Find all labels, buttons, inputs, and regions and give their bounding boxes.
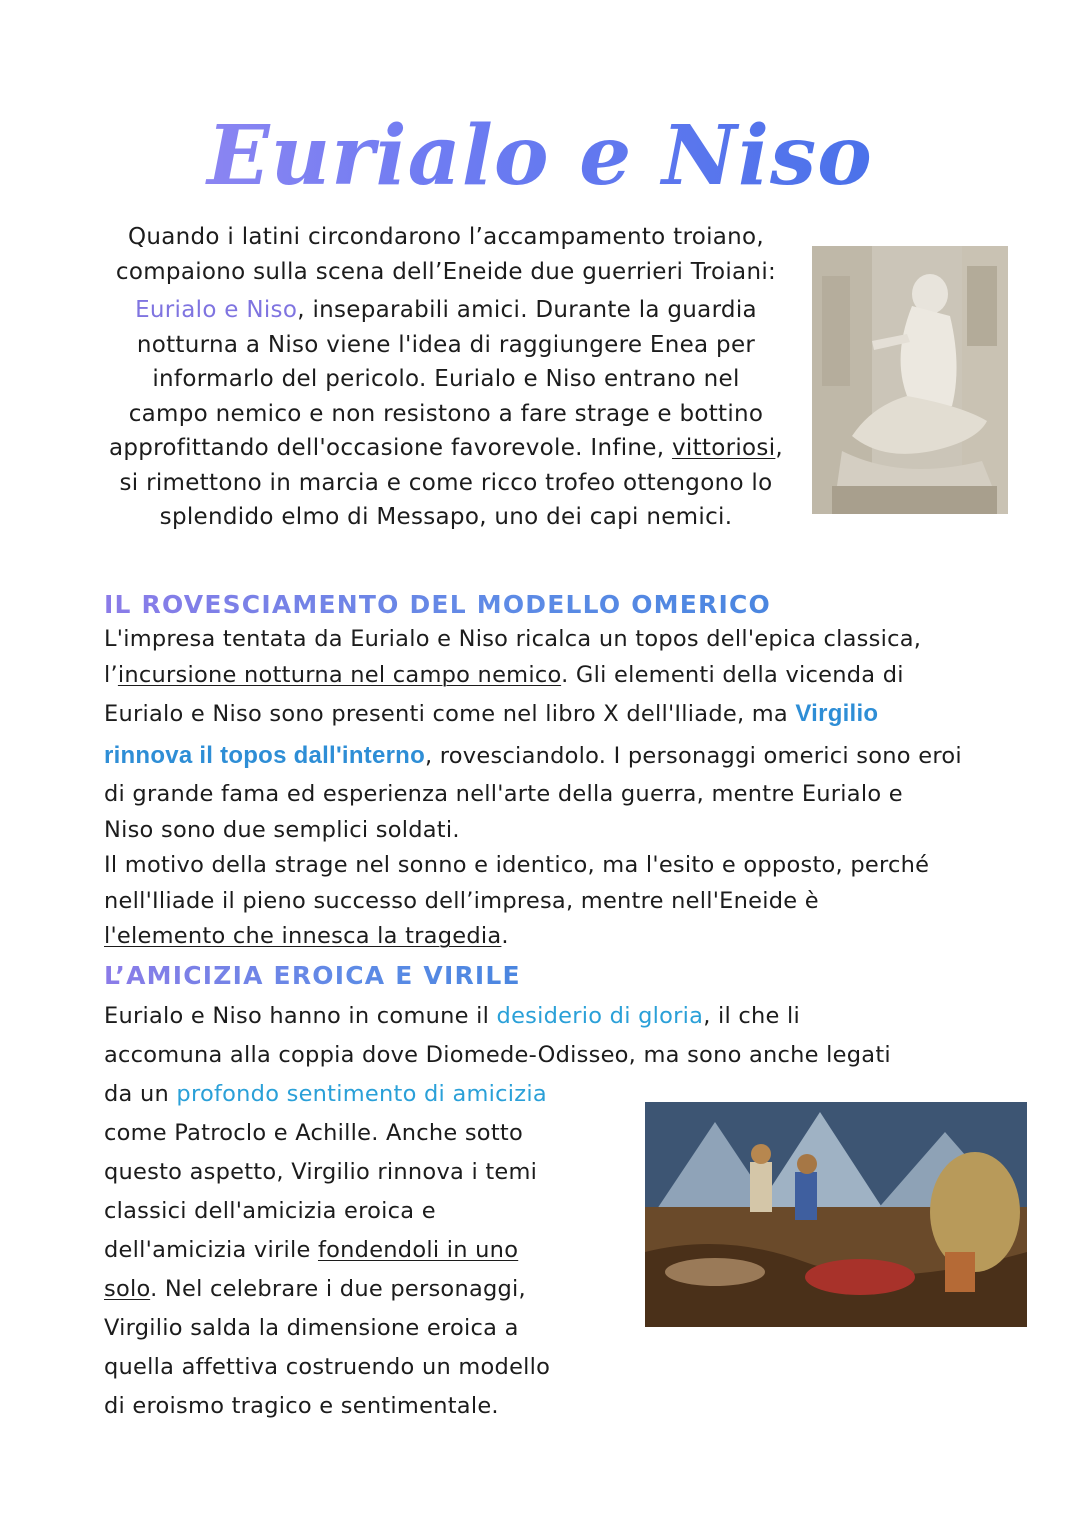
underlined-text: l'elemento che innesca la tragedia (104, 923, 502, 949)
highlight-amicizia: profondo sentimento di amicizia (176, 1081, 547, 1107)
intro-line: informarlo del pericolo. Eurialo e Niso entrano nel (152, 366, 740, 392)
body-line: Eurialo e Niso sono presenti come nel libro X dell'Iliade, ma (104, 701, 796, 727)
intro-line: , inseparabili amici. Durante la guardia (297, 297, 757, 323)
statue-image (812, 246, 1008, 514)
body-line: questo aspetto, Virgilio rinnova i temi (104, 1159, 538, 1185)
intro-line: campo nemico e non resistono a fare strage e bottino (128, 400, 764, 427)
body-line: . (501, 923, 509, 949)
body-line: come Patroclo e Achille. Anche sotto (104, 1120, 523, 1146)
intro-line: splendido elmo di Messapo, uno dei capi nemici. (159, 504, 733, 530)
underlined-text: vittoriosi (671, 435, 776, 461)
intro-punct: , (775, 435, 784, 461)
painting-illustration (645, 1102, 1027, 1327)
page-title: Eurialo e Niso (0, 108, 1080, 204)
intro-line: si rimettono in marcia e come ricco trofeo ottengono lo (119, 469, 773, 496)
body-line: , rovesciandolo. I personaggi omerici sono eroi (424, 743, 962, 769)
body-line: nell'Iliade il pieno successo dell’impresa, mentre nell'Eneide è (104, 887, 819, 914)
body-line: da un (104, 1081, 177, 1107)
body-line: di grande fama ed esperienza nell'arte della guerra, mentre Eurialo e (104, 781, 903, 807)
intro-paragraph (96, 220, 796, 535)
body-line: . Gli elementi della vicenda di (561, 661, 904, 688)
body-line: quella affettiva costruendo un modello (104, 1354, 551, 1380)
body-line: , il che li (703, 1003, 801, 1029)
underlined-text: fondendoli in uno (317, 1237, 519, 1263)
body-line: Eurialo e Niso hanno in comune il (104, 1003, 497, 1029)
statue-illustration (812, 246, 1008, 514)
highlight-names: Eurialo e Niso (135, 297, 298, 323)
intro-line: notturna a Niso viene l'idea di raggiungere Enea per (136, 331, 756, 358)
intro-line: approfittando dell'occasione favorevole. Infine, (108, 435, 672, 461)
body-line: Niso sono due semplici soldati. (104, 816, 460, 843)
body-line: Virgilio salda la dimensione eroica a (104, 1315, 519, 1341)
section-rovesciamento-body (104, 622, 984, 955)
highlight-virgilio: Virgilio (795, 700, 879, 727)
body-line: dell'amicizia virile (104, 1237, 318, 1263)
body-line: accomuna alla coppia dove Diomede-Odisseo, ma sono anche legati (104, 1042, 891, 1068)
painting-image (645, 1102, 1027, 1327)
section-heading-rovesciamento: IL ROVESCIAMENTO DEL MODELLO OMERICO (104, 590, 771, 619)
body-line: di eroismo tragico e sentimentale. (104, 1393, 499, 1419)
underlined-text: incursione notturna nel campo nemico (117, 661, 562, 688)
body-line: L'impresa tentata da Eurialo e Niso ricalca un topos dell'epica classica, (104, 626, 922, 652)
body-line: . Nel celebrare i due personaggi, (150, 1276, 526, 1302)
body-line: Il motivo della strage nel sonno e identico, ma l'esito e opposto, perché (104, 852, 930, 878)
intro-line: compaiono sulla scena dell’Eneide due guerrieri Troiani: (115, 258, 777, 285)
underlined-text: solo (104, 1276, 151, 1302)
highlight-gloria: desiderio di gloria (496, 1003, 704, 1029)
highlight-rinnova: rinnova il topos dall'interno (104, 742, 425, 769)
intro-line: Quando i latini circondarono l’accampamento troiano, (127, 224, 765, 250)
section-heading-amicizia: L’AMICIZIA EROICA E VIRILE (104, 961, 521, 990)
body-line: l’ (104, 661, 118, 688)
body-line: classici dell'amicizia eroica e (104, 1198, 436, 1224)
